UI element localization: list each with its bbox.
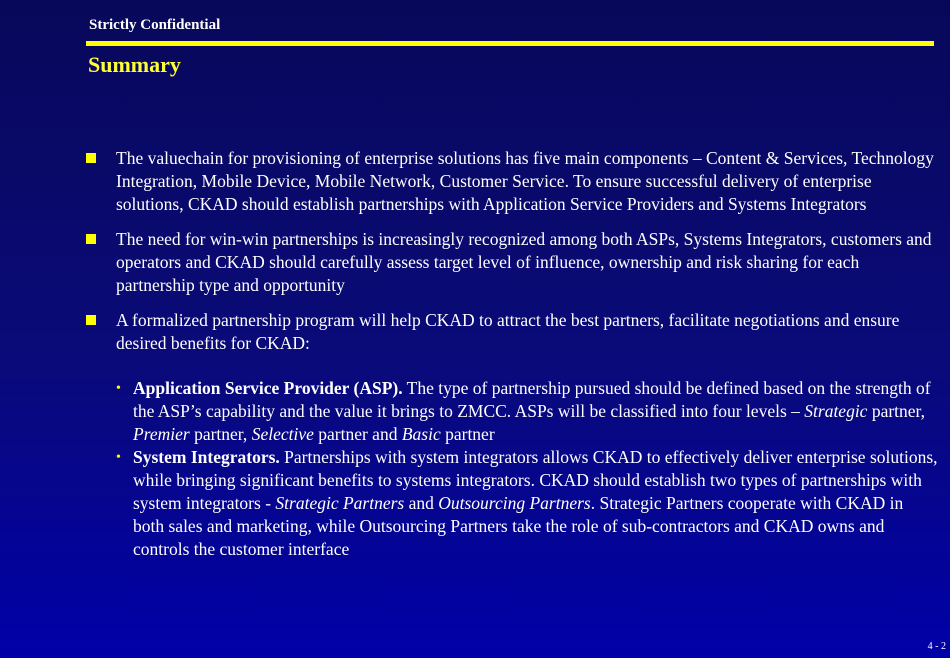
summary-bullet-2 (86, 228, 938, 297)
sub-bullet-lead: Application Service Provider (ASP). (133, 378, 403, 398)
page-number: 4 - 2 (927, 641, 946, 652)
bullet-text: A formalized partnership program will help CKAD to attract the best partners, facilitate negotiations and ensure desired benefits for CKAD: (116, 310, 900, 353)
dot-bullet-icon: • (116, 381, 121, 396)
square-bullet-icon (86, 234, 96, 244)
sub-bullet-text: partner, (867, 401, 926, 421)
sub-bullet-emphasis: Strategic Partners (275, 493, 405, 513)
confidentiality-label: Strictly Confidential (89, 17, 221, 33)
header-divider (86, 41, 934, 46)
sub-bullet-text: partner and (313, 424, 402, 444)
sub-bullet-emphasis: Selective (251, 424, 314, 444)
summary-bullet-3 (86, 309, 938, 561)
summary-bullet-list (86, 147, 938, 573)
dot-bullet-icon: • (116, 450, 121, 465)
sub-bullet-emphasis: Premier (133, 424, 190, 444)
sub-bullet-lead: System Integrators. (133, 447, 280, 467)
sub-bullet-emphasis: Basic (401, 424, 441, 444)
page-title: Summary (88, 52, 181, 77)
bullet-text: The need for win-win partnerships is increasingly recognized among both ASPs, Systems Integrators, customers and operators and CKAD should carefully assess target level of influence, ownership and risk sharing for each partnership type and opportunity (116, 229, 932, 295)
sub-bullet-text: partner, (189, 424, 252, 444)
sub-bullet-emphasis: Outsourcing Partners (438, 493, 591, 513)
sub-bullet-text: partner (440, 424, 495, 444)
summary-bullet-1 (86, 147, 938, 216)
sub-bullet-asp (116, 377, 938, 446)
sub-bullet-text: and (404, 493, 439, 513)
sub-bullet-text: . Strategic Partners cooperate with CKAD in both sales and marketing, while Outsourcing Partners take the role of sub-contractors and CKAD owns and controls the customer interface (133, 493, 904, 559)
sub-bullet-text: Partnerships with system integrators allows CKAD to effectively deliver enterprise solutions, while bringing significant benefits to systems integrators. CKAD should establish two types of partnerships with system integrators - (133, 447, 938, 513)
sub-bullet-emphasis: Strategic (804, 401, 868, 421)
partnership-sub-list (116, 377, 938, 561)
sub-bullet-text: The type of partnership pursued should be defined based on the strength of the ASP’s capability and the value it brings to ZMCC. ASPs will be classified into four levels – (133, 378, 931, 421)
square-bullet-icon (86, 315, 96, 325)
square-bullet-icon (86, 153, 96, 163)
sub-bullet-system-integrators (116, 446, 938, 561)
bullet-text: The valuechain for provisioning of enterprise solutions has five main components – Content & Services, Technology Integration, Mobile Device, Mobile Network, Customer Service. To ensure successful delivery of enterprise solutions, CKAD should establish partnerships with Application Service Providers and Systems Integrators (116, 148, 934, 214)
